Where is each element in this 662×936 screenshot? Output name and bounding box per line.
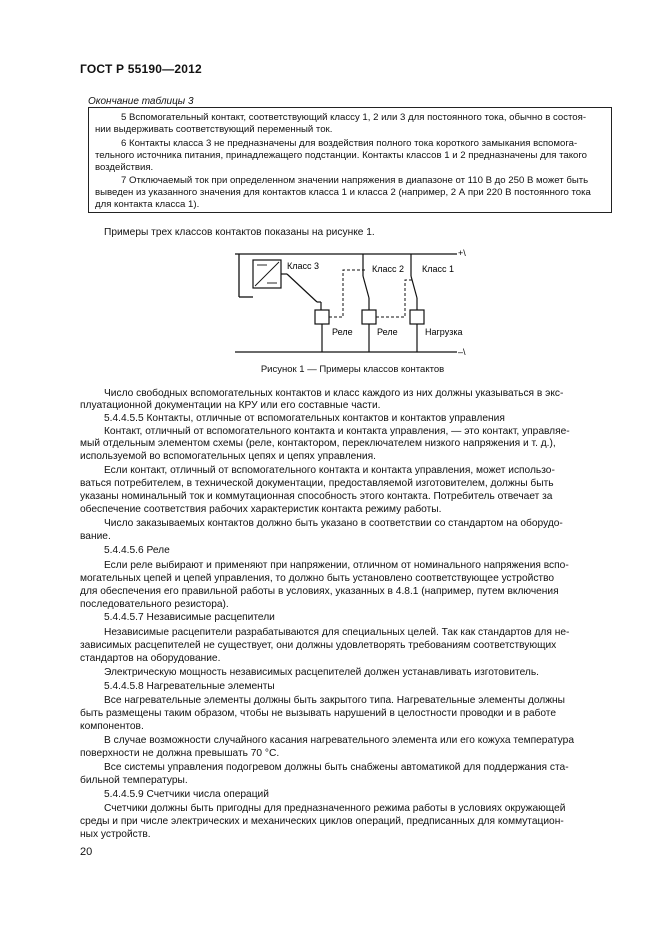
- paragraph-line: В случае возможности случайного касания нагревательного элемента или его кожуха температура: [104, 735, 574, 746]
- paragraph-line: Число заказываемых контактов должно быть указано в соответствии со стандартом на оборудо-: [104, 518, 563, 529]
- section-heading: 5.4.4.5.9 Счетчики числа операций: [104, 789, 269, 800]
- relay-1-coil: [315, 310, 329, 324]
- note-line: тельного источника питания, принадлежащего подстанции. Контакты классов 1 и 2 предназначены для такого: [95, 150, 588, 161]
- class2-label: Класс 2: [372, 264, 405, 274]
- note-line: для контакта класса 1).: [95, 199, 200, 210]
- document-header: ГОСТ Р 55190—2012: [80, 62, 202, 76]
- paragraph-line: Число свободных вспомогательных контактов и класс каждого из них должны указываться в экс-: [104, 388, 564, 399]
- note-line: 7 Отключаемый ток при определенном значении напряжения в диапазоне от 110 В до 250 В может быть: [121, 175, 589, 186]
- paragraph-line: быть размещены таким образом, чтобы не вызывать нарушений в целостности проводки и в работе: [80, 708, 556, 719]
- paragraph-line: обеспечение соответствия рабочих характеристик контакта режиму работы.: [80, 504, 442, 515]
- section-heading: 5.4.4.5.7 Независимые расцепители: [104, 612, 275, 623]
- page-number: 20: [80, 846, 93, 858]
- paragraph-line: зависимых расцепителей не существует, они должны удовлетворять требованиям соответствующих: [80, 640, 557, 651]
- load-label: Нагрузка: [425, 327, 463, 337]
- paragraph-line: плуатационной документации на КРУ или его составные части.: [80, 400, 381, 411]
- paragraph-line: используемой во вспомогательных цепях и цепях управления.: [80, 451, 376, 462]
- section-heading: 5.4.4.5.8 Нагревательные элементы: [104, 681, 275, 692]
- minus-bus-label: –\: [458, 347, 466, 357]
- paragraph-line: ваться потребителем, в технической документации, предоставляемой изготовителем, должны быть: [80, 478, 554, 489]
- relay-2-label: Реле: [377, 327, 398, 337]
- paragraph-line: компонентов.: [80, 721, 144, 732]
- paragraph-line: Если реле выбирают и применяют при напряжении, отличном от номинального напряжения вспо-: [104, 560, 569, 571]
- load-symbol: [410, 310, 424, 324]
- paragraph-line: бильной температуры.: [80, 775, 188, 786]
- note-line: 6 Контакты класса 3 не предназначены для воздействия полного тока короткого замыкания вспомога-: [121, 138, 578, 149]
- relay-1-label: Реле: [332, 327, 353, 337]
- paragraph-line: поверхности не должна превышать 70 °С.: [80, 748, 280, 759]
- paragraph-line: стандартов на оборудование.: [80, 653, 221, 664]
- class3-label: Класс 3: [287, 261, 320, 271]
- figure-caption: Рисунок 1 — Примеры классов контактов: [260, 364, 445, 375]
- paragraph-line: мый отдельным элементом схемы (реле, контактором, переключателем низкого напряжения и т. д.),: [80, 438, 556, 449]
- paragraph-line: Все системы управления подогревом должны быть снабжены автоматикой для поддержания ста-: [104, 762, 569, 773]
- notes-table: [88, 107, 612, 213]
- paragraph-line: Все нагревательные элементы должны быть закрытого типа. Нагревательные элементы должны: [104, 695, 565, 706]
- plus-bus-label: +\: [458, 248, 466, 258]
- note-line: нии выдерживать соответствующий переменный ток.: [95, 124, 333, 135]
- class1-label: Класс 1: [422, 264, 455, 274]
- paragraph-line: для обеспечения его правильной работы в условиях, указанных в 4.8.1 (например, путем включения: [80, 586, 559, 597]
- paragraph-line: Электрическую мощность независимых расцепителей должен устанавливать изготовитель.: [104, 667, 539, 678]
- paragraph-line: ных устройств.: [80, 829, 151, 840]
- paragraph-line: Если контакт, отличный от вспомогательного контакта и контакта управления, может использо-: [104, 465, 555, 476]
- note-line: выведен из указанного значения для контактов класса 1 и класса 2 (например, 2 А при 220 В постоянного тока: [95, 187, 591, 198]
- paragraph-line: Счетчики должны быть пригодны для предназначенного режима работы в условиях окружающей: [104, 803, 566, 814]
- figure-intro-text: Примеры трех классов контактов показаны на рисунке 1.: [104, 227, 375, 238]
- paragraph-line: вание.: [80, 531, 111, 542]
- paragraph-line: среды и при числе электрических и механических циклов операций, предписанных для коммутацион-: [80, 816, 564, 827]
- paragraph-line: Контакт, отличный от вспомогательного контакта и контакта управления, — это контакт, управляе-: [104, 426, 570, 437]
- section-heading: 5.4.4.5.6 Реле: [104, 545, 170, 556]
- section-heading: 5.4.4.5.5 Контакты, отличные от вспомогательных контактов и контактов управления: [104, 413, 505, 424]
- paragraph-line: Независимые расцепители разрабатываются для специальных целей. Так как стандартов для не-: [104, 627, 570, 638]
- class2-contact: [363, 276, 369, 298]
- class1-contact: [411, 276, 417, 298]
- class3-contact: [287, 274, 317, 302]
- contact-classes-diagram: [225, 242, 475, 362]
- note-line: 5 Вспомогательный контакт, соответствующий классу 1, 2 или 3 для постоянного тока, обычно в состоя-: [121, 112, 587, 123]
- note-line: воздействия.: [95, 162, 154, 173]
- paragraph-line: последовательного резистора).: [80, 599, 229, 610]
- paragraph-line: могательных цепей и цепей управления, то должно быть установлено соответствующее устройство: [80, 573, 555, 584]
- paragraph-line: указаны номинальный ток и коммутационная способность этого контакта. Потребитель отвечает за: [80, 491, 553, 502]
- relay-2-coil: [362, 310, 376, 324]
- table-continuation-label: Окончание таблицы 3: [88, 96, 194, 107]
